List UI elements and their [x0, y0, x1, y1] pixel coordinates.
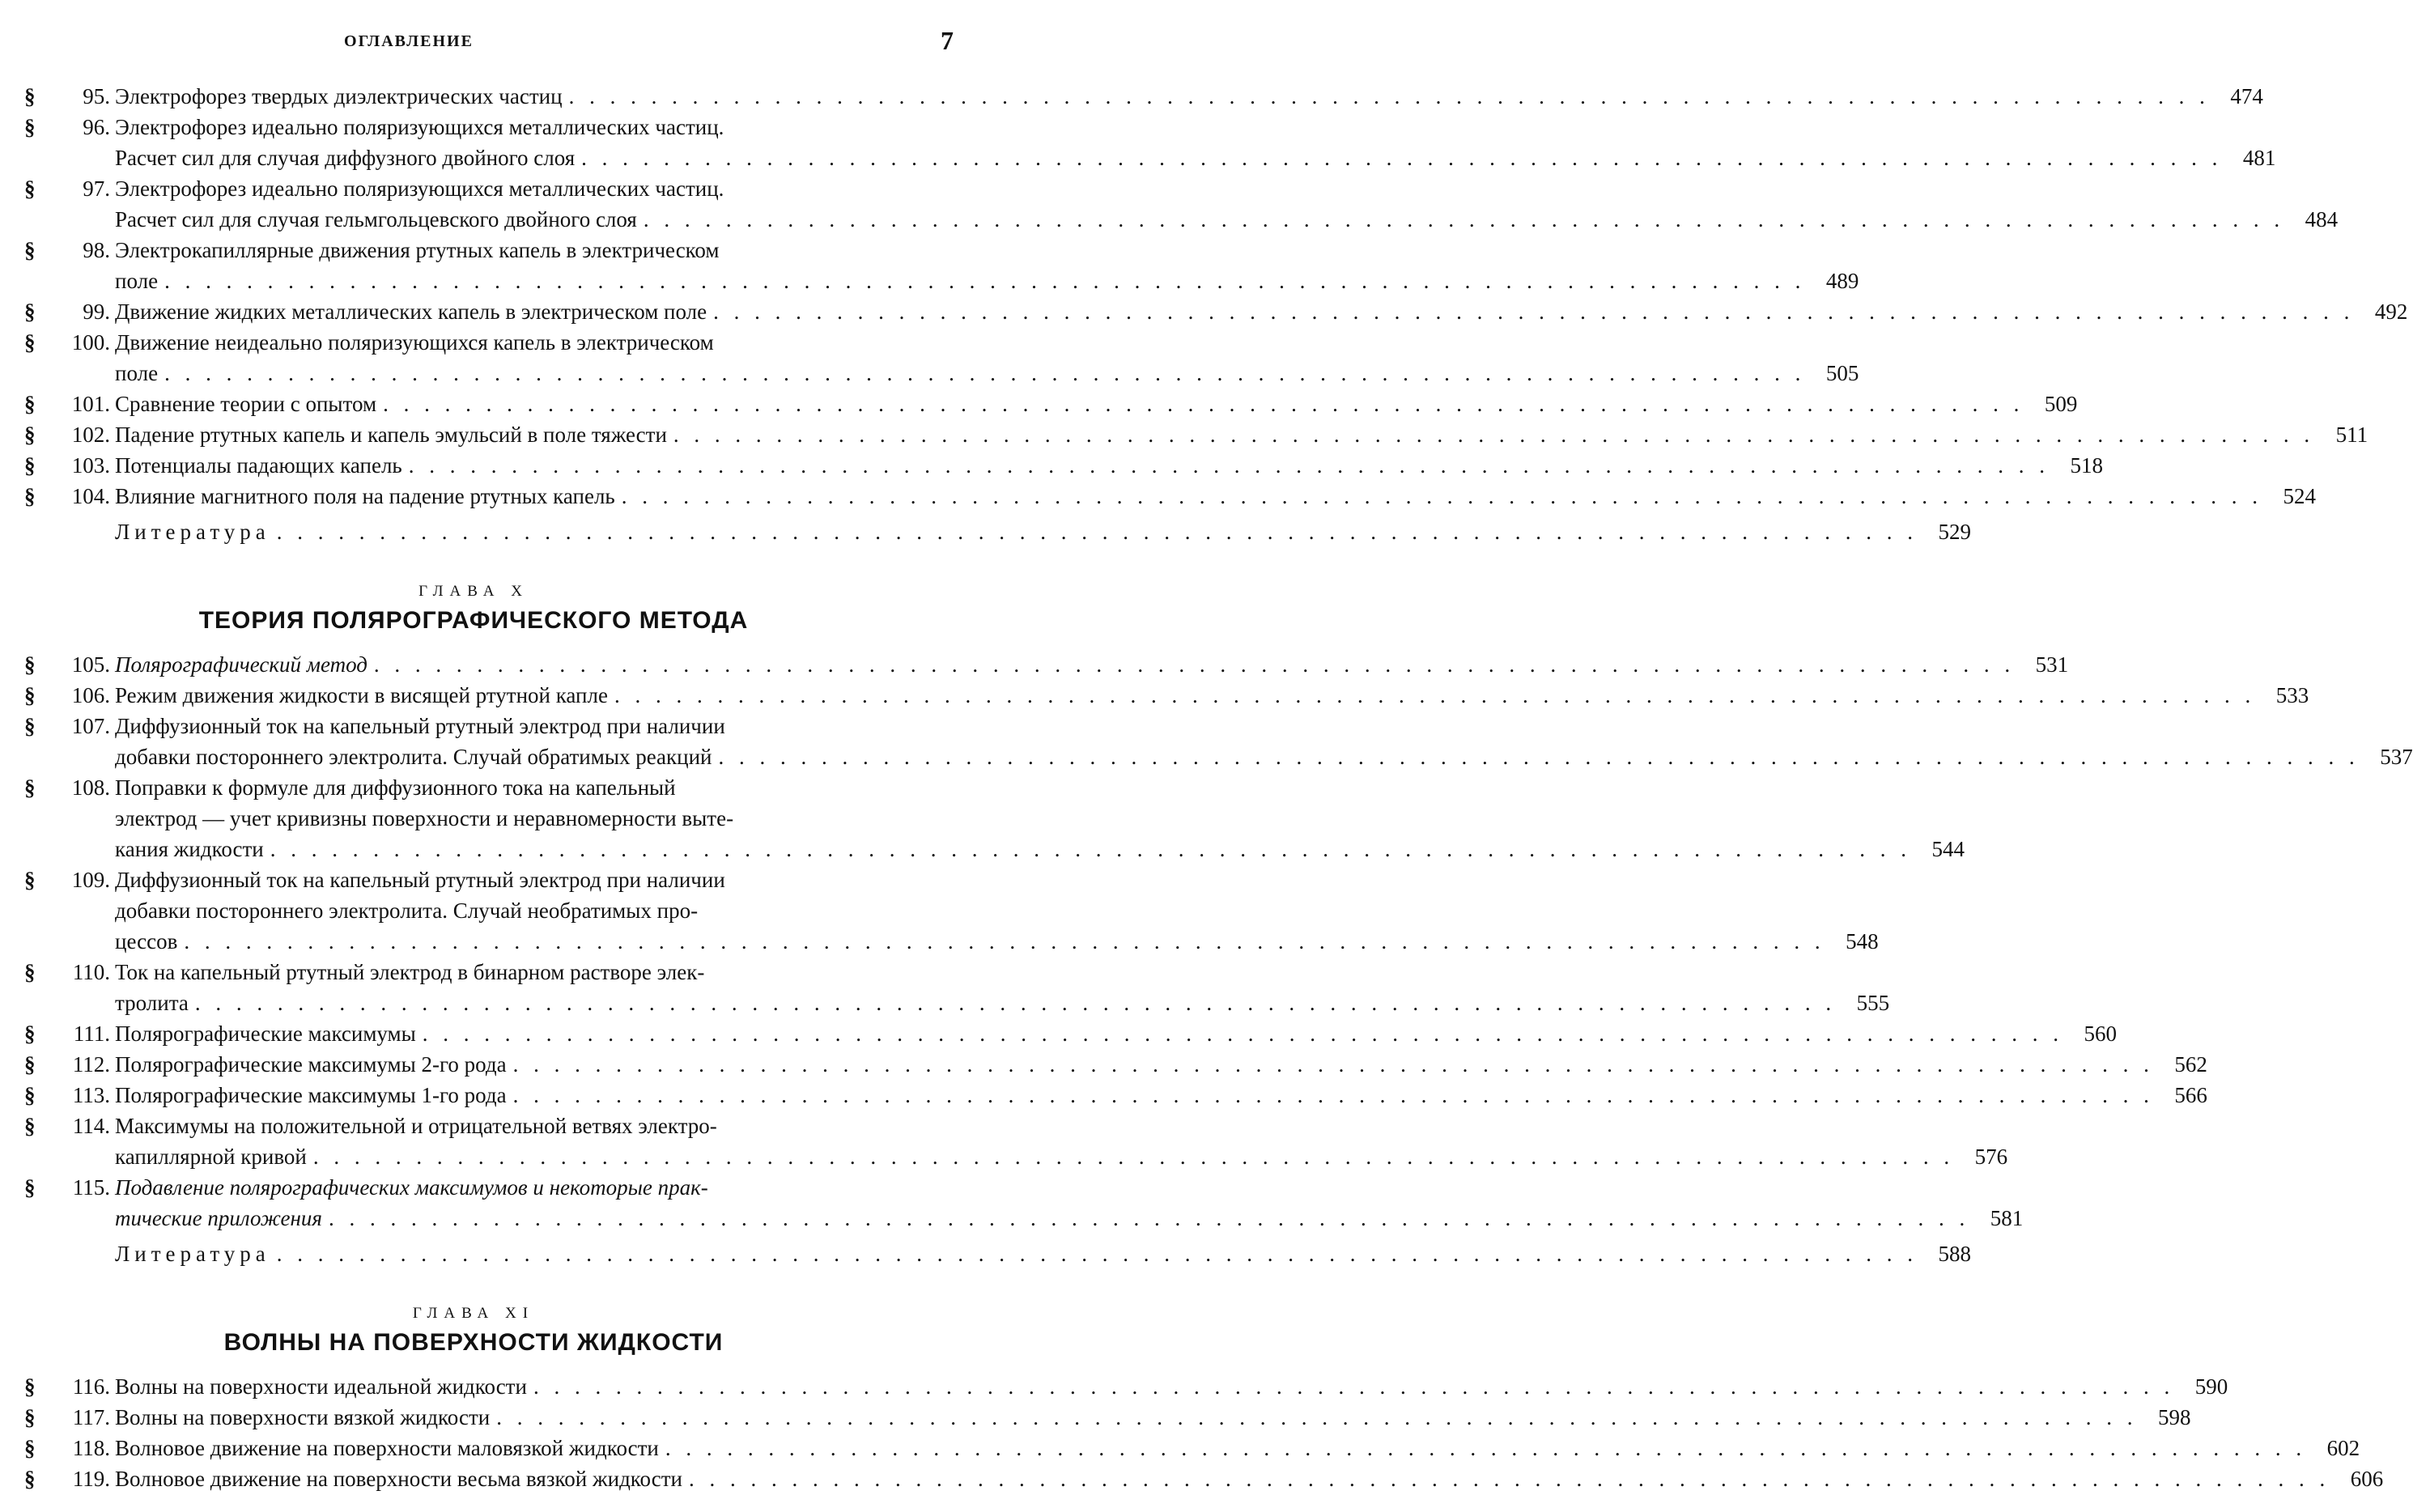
dot-leader [689, 1463, 2330, 1494]
section-sign: § [24, 683, 36, 707]
running-head-title: ОГЛАВЛЕНИЕ [344, 32, 474, 50]
toc-entry [24, 173, 2339, 235]
section-no: 106. [71, 683, 110, 707]
entry-page: 505 [1825, 361, 1859, 385]
entry-title-line: Влияние магнитного поля на падение ртутных капель [115, 484, 615, 508]
toc-entry [24, 1049, 2207, 1080]
section-no: 95. [83, 84, 110, 108]
toc-entry [24, 389, 2078, 419]
toc-entry [24, 235, 1859, 296]
section-number [24, 419, 115, 450]
literature-page: 529 [1938, 520, 1972, 544]
entry-page: 555 [1856, 991, 1890, 1015]
entry-title-line: Электрофорез идеально поляризующихся металлических частиц. [115, 115, 724, 139]
entry-title-line: тические приложения [115, 1206, 322, 1230]
dot-leader [533, 1371, 2174, 1402]
dot-leader [719, 741, 2360, 772]
entry-page: 544 [1931, 837, 1965, 861]
entry-page: 548 [1846, 929, 1879, 953]
entry-title-line: Режим движения жидкости в висящей ртутной капле [115, 683, 608, 707]
entry-page: 474 [2230, 84, 2263, 108]
section-no: 115. [72, 1175, 110, 1200]
toc-chapter-11 [24, 1371, 2384, 1494]
entry-title-line: Падение ртутных капель и капель эмульсий в поле тяжести [115, 423, 667, 447]
section-no: 101. [71, 392, 110, 416]
entry-title-line: Потенциалы падающих капель [115, 453, 402, 478]
toc-entry [24, 649, 2069, 680]
dot-leader [184, 926, 1825, 957]
section-no: 97. [83, 176, 110, 201]
entry-title-line: Диффузионный ток на капельный ртутный электрод при наличии [115, 868, 725, 892]
section-sign: § [24, 775, 36, 800]
dot-leader [270, 834, 1911, 864]
section-no: 114. [72, 1114, 110, 1138]
section-no: 118. [72, 1436, 110, 1460]
entry-page: 581 [1990, 1206, 2024, 1230]
toc-entry [24, 711, 2413, 772]
toc-entry [24, 1371, 2228, 1402]
section-sign: § [24, 1436, 36, 1460]
entry-page: 606 [2350, 1467, 2384, 1491]
section-number [24, 1433, 115, 1463]
entry-title-line: Волновое движение на поверхности маловязкой жидкости [115, 1436, 659, 1460]
section-number [24, 481, 115, 512]
chapter-title: ВОЛНЫ НА ПОВЕРХНОСТИ ЖИДКОСТИ [223, 1329, 724, 1356]
section-sign: § [24, 714, 36, 738]
entry-title-line: Электрофорез твердых диэлектрических частиц [115, 84, 563, 108]
section-sign: § [24, 1467, 36, 1491]
dot-leader [164, 265, 1805, 296]
section-no: 105. [71, 652, 110, 677]
entry-title-line: Электрофорез идеально поляризующихся металлических частиц. [115, 176, 724, 201]
entry-page: 566 [2174, 1083, 2207, 1107]
entry-page: 492 [2374, 299, 2408, 324]
dot-leader [313, 1141, 1954, 1172]
toc-entry [24, 481, 2316, 512]
section-sign: § [24, 1405, 36, 1429]
section-number [24, 864, 115, 957]
toc-entry [24, 327, 1859, 389]
entry-page: 602 [2326, 1436, 2360, 1460]
toc-entry [24, 81, 2263, 112]
section-number [24, 1049, 115, 1080]
entry-title-line: Движение неидеально поляризующихся капель в электрическом [115, 330, 714, 355]
section-number [24, 173, 115, 235]
toc-entry [24, 419, 2368, 450]
entry-title-line: Полярографические максимумы [115, 1021, 416, 1046]
section-no: 102. [71, 423, 110, 447]
dot-leader [569, 81, 2210, 112]
entry-title-line: кания жидкости [115, 837, 264, 861]
section-sign: § [24, 1021, 36, 1046]
table-of-contents [24, 81, 2413, 1494]
entry-title-line: Полярографические максимумы 1-го рода [115, 1083, 507, 1107]
toc-entry [24, 112, 2276, 173]
dot-leader [329, 1203, 1969, 1234]
entry-title-line: добавки постороннего электролита. Случай необратимых про- [115, 898, 699, 923]
section-no: 99. [83, 299, 110, 324]
section-no: 104. [71, 484, 110, 508]
toc-entry [24, 450, 2103, 481]
section-sign: § [24, 115, 36, 139]
entry-title-line: Поправки к формуле для диффузионного тока на капельный [115, 775, 676, 800]
toc-chapter-10 [24, 649, 2413, 1234]
section-sign: § [24, 238, 36, 262]
section-number [24, 772, 115, 864]
toc-entry [24, 1172, 2024, 1234]
dot-leader [581, 142, 2222, 173]
entry-page: 489 [1825, 269, 1859, 293]
entry-page: 524 [2283, 484, 2316, 508]
section-number [24, 649, 115, 680]
entry-title-line: Полярографический метод [115, 652, 367, 677]
entry-title-line: Полярографические максимумы 2-го рода [115, 1052, 507, 1077]
section-no: 112. [72, 1052, 110, 1077]
running-head [0, 24, 971, 65]
section-sign: § [24, 423, 36, 447]
entry-title-line: добавки постороннего электролита. Случай обратимых реакций [115, 745, 712, 769]
entry-title-line: Максимумы на положительной и отрицательной ветвях электро- [115, 1114, 717, 1138]
dot-leader [614, 680, 2255, 711]
chapter-title: ТЕОРИЯ ПОЛЯРОГРАФИЧЕСКОГО МЕТОДА [198, 607, 749, 634]
section-sign: § [24, 299, 36, 324]
toc-entry [24, 1018, 2118, 1049]
section-sign: § [24, 960, 36, 984]
toc-entry [24, 864, 1879, 957]
entry-title-line: поле [115, 269, 159, 293]
section-sign: § [24, 1083, 36, 1107]
entry-title-line: капиллярной кривой [115, 1145, 307, 1169]
section-no: 98. [83, 238, 110, 262]
section-sign: § [24, 453, 36, 478]
section-number [24, 711, 115, 772]
entry-title-line: Сравнение теории с опытом [115, 392, 377, 416]
entry-page: 560 [2084, 1021, 2118, 1046]
section-number [24, 1080, 115, 1111]
entry-title-line: Волны на поверхности вязкой жидкости [115, 1405, 491, 1429]
dot-leader [374, 649, 2015, 680]
section-sign: § [24, 392, 36, 416]
section-no: 116. [72, 1374, 110, 1399]
section-no: 111. [73, 1021, 110, 1046]
section-no: 100. [71, 330, 110, 355]
section-sign: § [24, 652, 36, 677]
section-number [24, 296, 115, 327]
section-number [24, 389, 115, 419]
dot-leader [277, 1238, 1918, 1269]
entry-page: 531 [2035, 652, 2069, 677]
section-number [24, 235, 115, 296]
dot-leader [622, 481, 2262, 512]
toc-entry [24, 1463, 2384, 1494]
entry-page: 518 [2070, 453, 2103, 478]
section-sign: § [24, 868, 36, 892]
dot-leader [644, 204, 2284, 235]
section-number [24, 1371, 115, 1402]
entry-title-line: Движение жидких металлических капель в электрическом поле [115, 299, 707, 324]
toc-entry [24, 772, 1965, 864]
section-number [24, 680, 115, 711]
section-number [24, 1402, 115, 1433]
toc-entry [24, 680, 2309, 711]
section-no: 117. [72, 1405, 110, 1429]
chapter-label: ГЛАВА X [418, 583, 529, 600]
toc-entry [24, 296, 2408, 327]
section-number [24, 327, 115, 389]
entry-page: 562 [2174, 1052, 2207, 1077]
section-no: 109. [71, 868, 110, 892]
entry-title-line: Расчет сил для случая гельмгольцевского двойного слоя [115, 207, 637, 231]
section-number [24, 81, 115, 112]
entry-page: 576 [1974, 1145, 2008, 1169]
toc-entry [24, 1111, 2008, 1172]
section-sign: § [24, 484, 36, 508]
entry-title-line: Волны на поверхности идеальной жидкости [115, 1374, 527, 1399]
entry-title-line: Подавление полярографических максимумов и некоторые прак- [115, 1175, 708, 1200]
dot-leader [277, 516, 1918, 547]
entry-title-line: цессов [115, 929, 178, 953]
section-no: 96. [83, 115, 110, 139]
section-number [24, 1463, 115, 1494]
entry-page: 509 [2044, 392, 2078, 416]
section-no: 108. [71, 775, 110, 800]
toc-entry [24, 1433, 2360, 1463]
toc-entry [24, 957, 1890, 1018]
section-number [24, 112, 115, 173]
section-sign: § [24, 1374, 36, 1399]
entry-page: 511 [2335, 423, 2368, 447]
entry-title-line: Волновое движение на поверхности весьма вязкой жидкости [115, 1467, 682, 1491]
toc-entry [24, 1080, 2207, 1111]
section-number [24, 1111, 115, 1172]
section-number [24, 957, 115, 1018]
literature-label: Литература [115, 520, 270, 544]
toc-literature-entry [24, 516, 1972, 547]
dot-leader [383, 389, 2024, 419]
section-no: 107. [71, 714, 110, 738]
dot-leader [665, 1433, 2306, 1463]
entry-title-line: Диффузионный ток на капельный ртутный электрод при наличии [115, 714, 725, 738]
section-no: 119. [72, 1467, 110, 1491]
entry-page: 533 [2275, 683, 2309, 707]
dot-leader [409, 450, 2050, 481]
toc-entry [24, 1402, 2191, 1433]
dot-leader [423, 1018, 2063, 1049]
entry-title-line: электрод — учет кривизны поверхности и неравномерности выте- [115, 806, 734, 830]
entry-page: 598 [2157, 1405, 2191, 1429]
dot-leader [164, 358, 1805, 389]
entry-title-line: тролита [115, 991, 189, 1015]
section-sign: § [24, 1114, 36, 1138]
entry-page: 537 [2380, 745, 2413, 769]
page-number: 7 [941, 26, 954, 55]
entry-title-line: Электрокапиллярные движения ртутных капель в электрическом [115, 238, 720, 262]
section-sign: § [24, 330, 36, 355]
toc-part-chapter-9 [24, 81, 2408, 512]
section-no: 103. [71, 453, 110, 478]
dot-leader [673, 419, 2314, 450]
section-number [24, 1018, 115, 1049]
toc-literature-entry [24, 1238, 1972, 1269]
entry-title-line: Ток на капельный ртутный электрод в бинарном растворе элек- [115, 960, 705, 984]
section-sign: § [24, 1175, 36, 1200]
literature-page: 588 [1938, 1242, 1972, 1266]
entry-page: 481 [2242, 146, 2276, 170]
literature-label: Литература [115, 1242, 270, 1266]
entry-page: 484 [2305, 207, 2339, 231]
section-sign: § [24, 176, 36, 201]
dot-leader [513, 1049, 2154, 1080]
section-no: 110. [72, 960, 110, 984]
entry-title-line: Расчет сил для случая диффузного двойного слоя [115, 146, 576, 170]
section-number [24, 1172, 115, 1234]
dot-leader [496, 1402, 2137, 1433]
section-sign: § [24, 84, 36, 108]
dot-leader [195, 987, 1836, 1018]
section-sign: § [24, 1052, 36, 1077]
dot-leader [513, 1080, 2154, 1111]
section-no: 113. [72, 1083, 110, 1107]
entry-title-line: поле [115, 361, 159, 385]
section-number [24, 450, 115, 481]
chapter-label: ГЛАВА XI [412, 1305, 535, 1322]
dot-leader [713, 296, 2354, 327]
entry-page: 590 [2194, 1374, 2228, 1399]
